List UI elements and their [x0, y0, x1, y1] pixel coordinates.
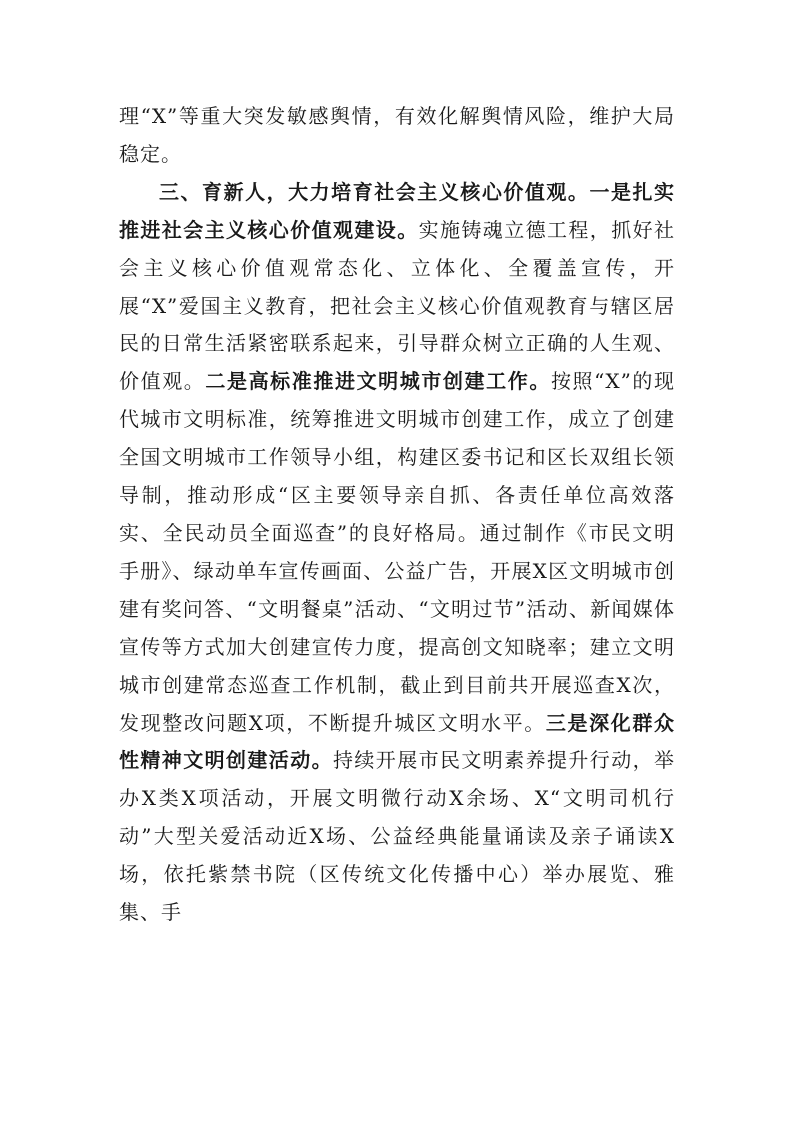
section-heading: 三、育新人，大力培育社会主义核心价值观。 — [159, 179, 590, 204]
point2-title: 二是高标准推进文明城市创建工作。 — [205, 369, 551, 394]
point3-title: 三是深化群众性精神文明创建活动。 — [119, 710, 675, 773]
section-three-paragraph — [119, 174, 675, 932]
point3-body: 持续开展市民文明素养提升行动，举办X类X项活动，开展文明微行动X余场、X“文明司机行动”大型关爱活动近X场、公益经典能量诵读及亲子诵读X场，依托紫禁书院（区传统文化传播中心）举办展览、雅集、手 — [119, 748, 675, 925]
continued-paragraph: 理“X”等重大突发敏感舆情，有效化解舆情风险，维护大局稳定。 — [119, 104, 675, 166]
point1-body: 实施铸魂立德工程，抓好社会主义核心价值观常态化、立体化、全覆盖宣传，开展“X”爱国主义教育，把社会主义核心价值观教育与辖区居民的日常生活紧密联系起来，引导群众树立正确的人生观、价值观。 — [119, 217, 676, 394]
point2-body: 按照“X”的现代城市文明标准，统筹推进文明城市创建工作，成立了创建全国文明城市工作领导小组，构建区委书记和区长双组长领导制，推动形成“区主要领导亲自抓、各责任单位高效落实、全民动员全面巡查”的良好格局。通过制作《市民文明手册》、绿动单车宣传画面、公益广告，开展X区文明城市创建有奖问答、“文明餐桌”活动、“文明过节”活动、新闻媒体宣传等方式加大创建宣传力度，提高创文知晓率；建立文明城市创建常态巡查工作机制，截止到目前共开展巡查X次，发现整改问题X项，不断提升城区文明水平。 — [119, 369, 676, 735]
point1-title: 一是扎实推进社会主义核心价值观建设。 — [119, 179, 676, 242]
